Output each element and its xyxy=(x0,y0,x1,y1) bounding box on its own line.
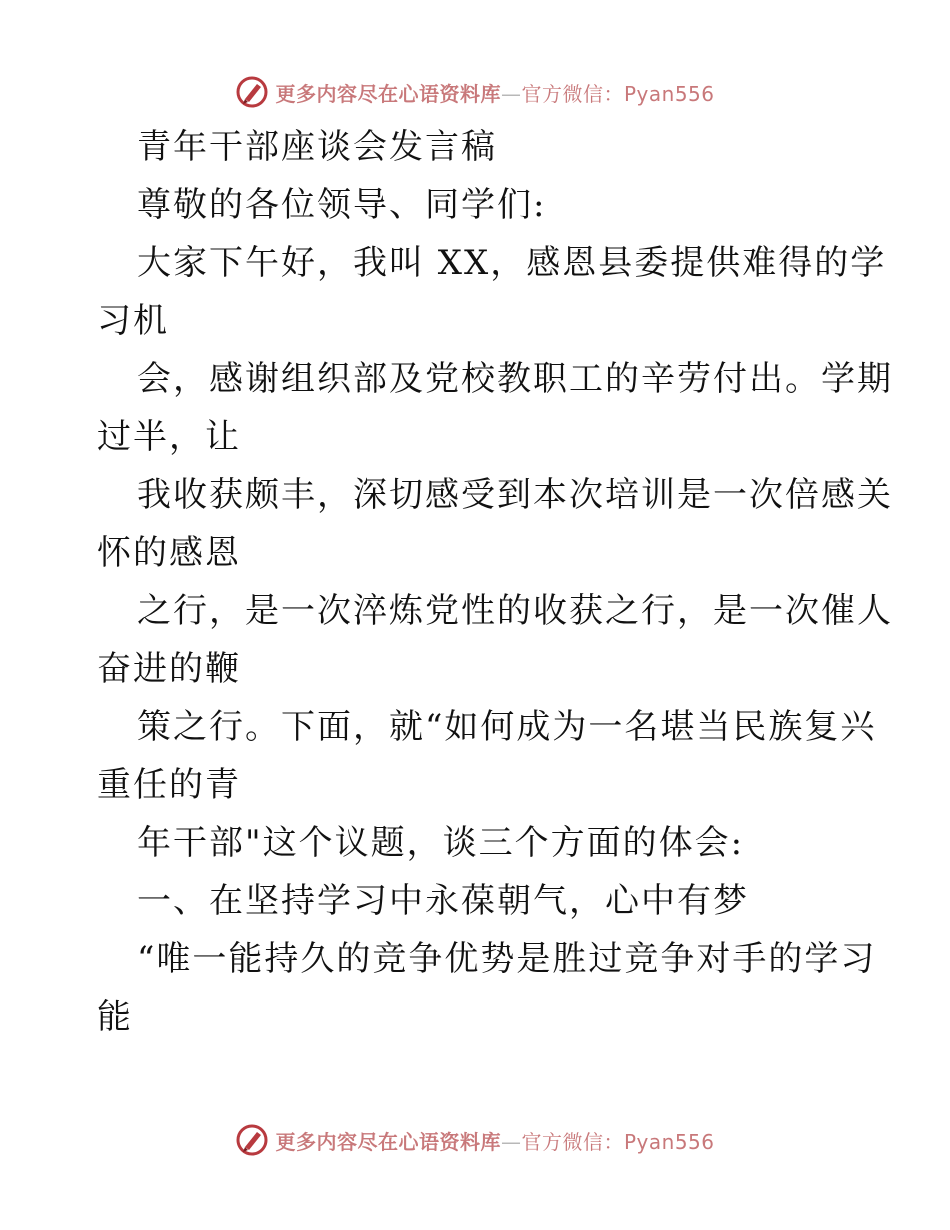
text-line: 会，感谢组织部及党校教职工的辛劳付出。学期 xyxy=(137,359,893,399)
text-line: 策之行。下面，就“如何成为一名堪当民族复兴 xyxy=(137,707,877,747)
text-line: 之行，是一次淬炼党性的收获之行，是一次催人 xyxy=(137,591,893,631)
pen-logo-icon xyxy=(235,1123,269,1157)
text-line: 过半，让 xyxy=(97,417,241,457)
text-line: 重任的青 xyxy=(97,765,241,805)
text-line: 奋进的鞭 xyxy=(97,649,241,689)
text-line: 尊敬的各位领导、同学们: xyxy=(137,185,547,225)
text-line: 大家下午好，我叫 XX，感恩县委提供难得的学 xyxy=(137,243,887,283)
text-line: 年干部"这个议题，谈三个方面的体会: xyxy=(137,823,745,863)
document-title: 青年干部座谈会发言稿 xyxy=(137,127,497,167)
banner-text xyxy=(275,78,714,107)
banner-official-label: 官方微信： xyxy=(521,81,624,106)
document-body xyxy=(97,118,893,1046)
text-line: 我收获颇丰，深切感受到本次培训是一次倍感关 xyxy=(137,475,893,515)
pen-logo-icon xyxy=(235,75,269,109)
banner-dash: — xyxy=(500,1129,522,1154)
banner-wechat-handle: Pyan556 xyxy=(623,1129,715,1154)
banner-main-text: 更多内容尽在心语资料库 xyxy=(275,81,501,106)
banner-official-label: 官方微信： xyxy=(521,1129,624,1154)
banner-dash: — xyxy=(500,81,522,106)
banner-main-text: 更多内容尽在心语资料库 xyxy=(275,1129,501,1154)
text-line: 一、在坚持学习中永葆朝气，心中有梦 xyxy=(137,881,749,921)
header-banner xyxy=(0,70,950,114)
text-line: 怀的感恩 xyxy=(97,533,241,573)
text-line: 习机 xyxy=(97,301,169,341)
banner-text xyxy=(275,1126,714,1155)
text-line: “唯一能持久的竞争优势是胜过竞争对手的学习 xyxy=(137,939,877,979)
banner-wechat-handle: Pyan556 xyxy=(623,81,715,106)
text-line: 能 xyxy=(97,997,133,1037)
footer-banner xyxy=(0,1118,950,1162)
